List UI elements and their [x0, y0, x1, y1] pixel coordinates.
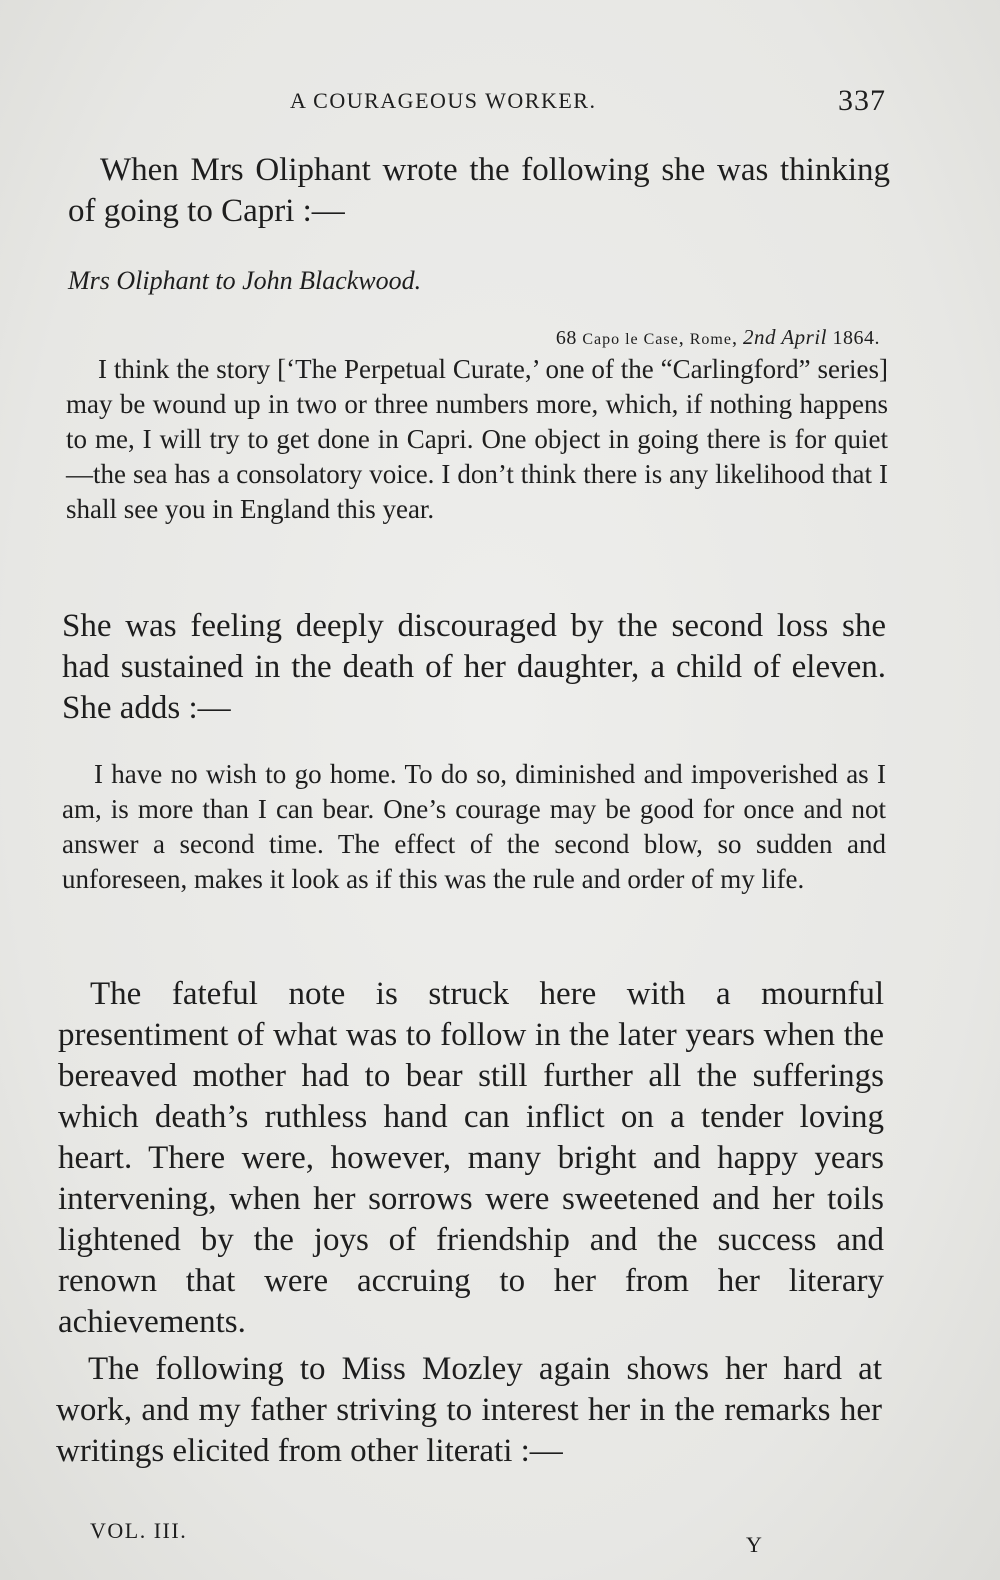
- running-head: [290, 84, 886, 124]
- dateline-city: Rome: [689, 331, 732, 348]
- gathering-signature: Y: [746, 1532, 763, 1557]
- dateline-number: 68: [555, 327, 577, 349]
- narrative-paragraph-2: She was feeling deeply discouraged by the second loss she had sustained in the death of her daughter, a child of eleven. She adds :—: [62, 608, 886, 726]
- running-title: A COURAGEOUS WORKER.: [290, 88, 597, 113]
- dateline-date: 2nd April: [742, 325, 827, 349]
- letter-excerpt-2: I have no wish to go home. To do so, diminished and impoverished as I am, is more than I can bear. One’s courage may be good for once and not answer a second time. The effect of the second blow, so sudden and unforeseen, makes it look as if this was the rule and order of my life.: [62, 759, 886, 894]
- narrative-paragraph-4: The following to Miss Mozley again shows her hard at work, and my father striving to interest her in the remarks her writings elicited from other literati :—: [56, 1351, 882, 1469]
- narrative-paragraph-3: The fateful note is struck here with a mournful presentiment of what was to follow in the later years when the bereaved mother had to bear still further all the sufferings which death’s ruthless hand can inflict on a tender loving heart. There were, however, many bright and happy years intervening, when her sorrows were sweetened and her toils lightened by the joys of friendship and the success and renown that were accruing to her from her literary achievements.: [58, 976, 884, 1340]
- volume-signature: VOL. III.: [90, 1518, 188, 1543]
- page-number: 337: [838, 84, 886, 117]
- dateline-year: 1864.: [832, 327, 880, 349]
- letter-heading: Mrs Oliphant to John Blackwood.: [68, 266, 422, 295]
- letter-dateline: 68 Capo le Case, Rome, 2nd April 1864.: [555, 325, 880, 349]
- letter-excerpt-1: I think the story [‘The Perpetual Curate,’ one of the “Carlingford” series] may be wound up in two or three numbers more, which, if nothing happens to me, I will try to get done in Capri. One object in going there is for quiet—the sea has a consolatory voice. I don’t think there is any likelihood that I shall see you in England this year.: [66, 354, 888, 524]
- dateline-street: Capo le Case: [582, 331, 679, 348]
- intro-paragraph: When Mrs Oliphant wrote the following she was thinking of going to Capri :—: [68, 152, 890, 229]
